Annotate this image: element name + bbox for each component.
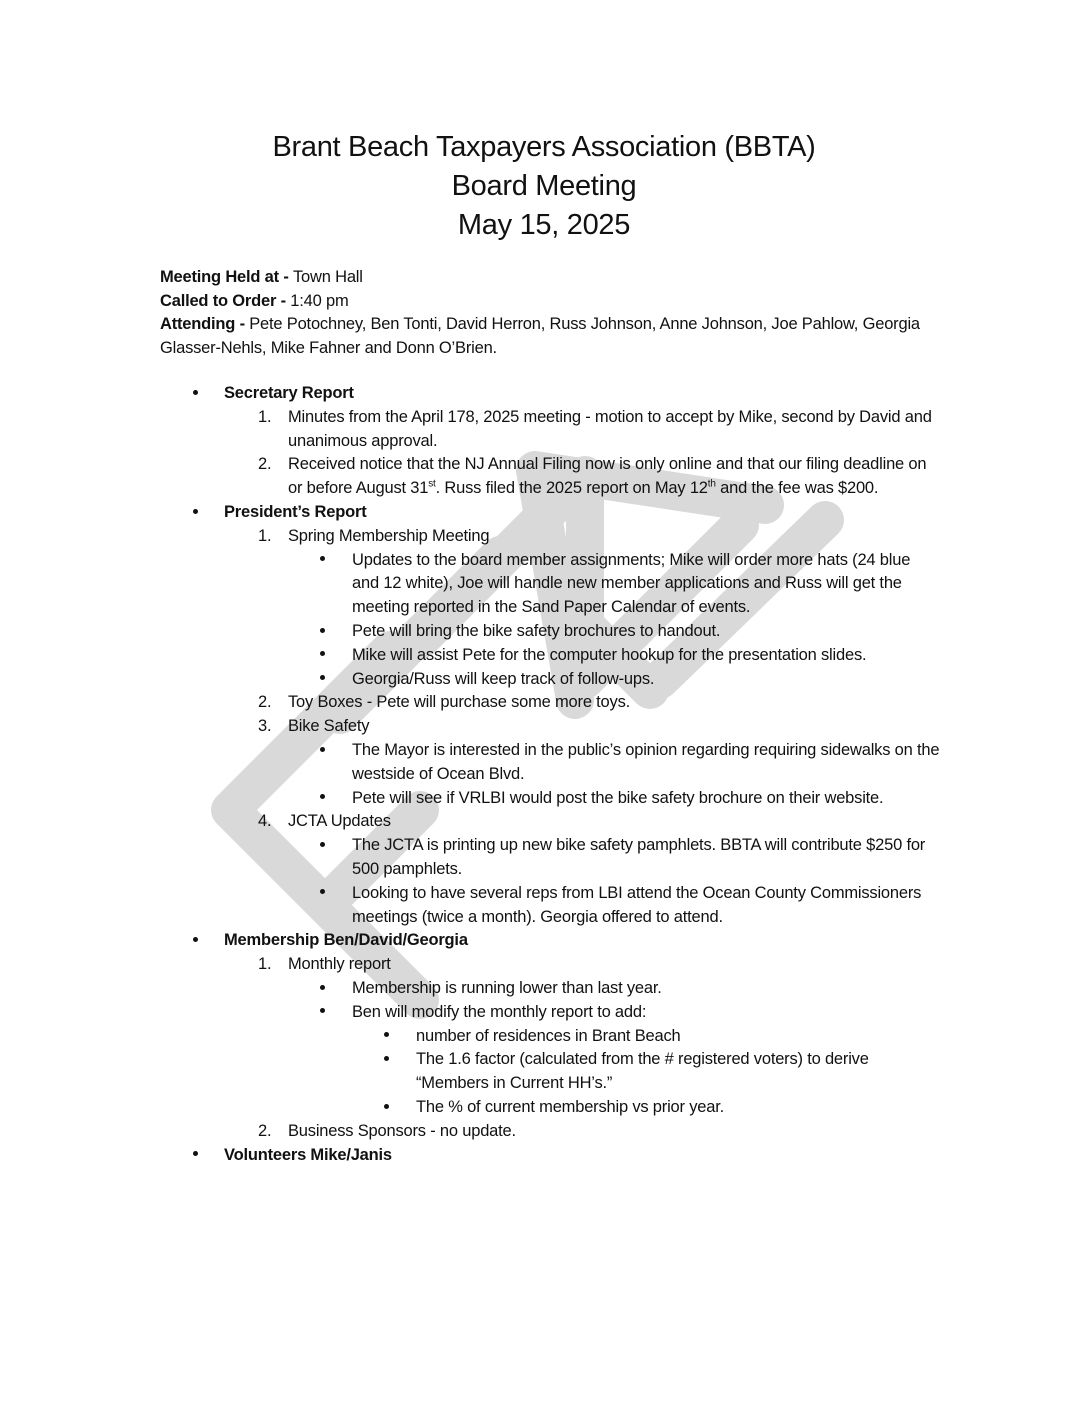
attendees <box>160 313 940 360</box>
item-text: Received notice that the NJ Annual Filing now is only online and that our filing deadline on or before August 31st. Russ filed the 2025 report on May 12th and the fee was $200. <box>288 455 927 498</box>
bullet-icon <box>384 1032 389 1037</box>
sub-list-item <box>160 834 940 882</box>
section-heading: President’s Report <box>224 502 367 521</box>
section-heading: Membership Ben/David/Georgia <box>224 931 468 950</box>
item-number: 4. <box>258 812 272 831</box>
bullet-icon <box>320 842 325 847</box>
called-to-order <box>160 290 940 314</box>
bullet-icon <box>193 509 198 514</box>
item-number: 2. <box>258 1121 272 1140</box>
called-to-order-label: Called to Order - <box>160 291 291 310</box>
list-item <box>160 953 940 977</box>
section-heading: Volunteers Mike/Janis <box>224 1145 392 1164</box>
list-item <box>160 715 940 739</box>
item-text: Minutes from the April 178, 2025 meeting - motion to accept by Mike, second by David and unanimous approval. <box>288 407 932 450</box>
bullet-icon <box>320 675 325 680</box>
meeting-location <box>160 266 940 290</box>
item-number: 1. <box>258 955 272 974</box>
bullet-icon <box>320 985 325 990</box>
item-text: Business Sponsors - no update. <box>288 1121 516 1140</box>
sub-list-item <box>160 668 940 692</box>
list-item <box>160 691 940 715</box>
bullet-icon <box>320 651 325 656</box>
section-presidents-report <box>160 501 940 525</box>
meeting-location-value: Town Hall <box>293 268 363 286</box>
bullet-icon <box>320 889 325 894</box>
sub-sub-list-item <box>160 1048 940 1096</box>
attendees-value: Pete Potochney, Ben Tonti, David Herron, Russ Johnson, Anne Johnson, Joe Pahlow, Georgia Glasser-Nehls, Mike Fahner and Donn O’Brien. <box>160 315 920 357</box>
section-heading: Secretary Report <box>224 384 354 402</box>
list-item <box>160 525 940 549</box>
attendees-label: Attending - <box>160 315 250 333</box>
bullet-icon <box>193 390 198 395</box>
item-text: JCTA Updates <box>288 812 391 831</box>
sub-sub-item-text: number of residences in Brant Beach <box>416 1026 681 1045</box>
sub-item-text: Mike will assist Pete for the computer hookup for the presentation slides. <box>352 645 867 664</box>
document-title <box>0 128 1088 245</box>
title-date: May 15, 2025 <box>457 209 631 241</box>
list-item <box>160 453 940 501</box>
item-text: Toy Boxes - Pete will purchase some more toys. <box>288 693 631 712</box>
sub-list-item <box>160 882 940 930</box>
section-secretary-report <box>160 382 940 406</box>
sub-list-item <box>160 977 940 1001</box>
sub-sub-item-text: The 1.6 factor (calculated from the # registered voters) to derive “Members in Current HH’s.” <box>416 1050 869 1093</box>
sub-sub-list-item <box>160 1025 940 1049</box>
item-number: 3. <box>258 717 272 736</box>
meeting-meta <box>160 266 940 360</box>
item-number: 2. <box>258 693 272 712</box>
bullet-icon <box>320 1008 325 1013</box>
item-text: Monthly report <box>288 955 391 974</box>
sub-list-item <box>160 644 940 668</box>
bullet-icon <box>320 794 325 799</box>
sub-item-text: Pete will bring the bike safety brochures to handout. <box>352 621 721 640</box>
item-text: Bike Safety <box>288 717 370 736</box>
sub-list-item <box>160 549 940 620</box>
item-number: 1. <box>258 526 272 545</box>
section-volunteers <box>160 1144 940 1168</box>
section-membership <box>160 929 940 953</box>
bullet-icon <box>193 1151 198 1156</box>
bullet-icon <box>193 937 198 942</box>
item-number: 1. <box>258 407 272 426</box>
sub-item-text: The Mayor is interested in the public’s opinion regarding requiring sidewalks on the westside of Ocean Blvd. <box>352 740 940 783</box>
minutes-outline <box>160 382 940 1167</box>
item-number: 2. <box>258 455 272 474</box>
sub-list-item <box>160 739 940 787</box>
sub-item-text: Ben will modify the monthly report to add: <box>352 1002 647 1021</box>
sub-list-item <box>160 787 940 811</box>
list-item <box>160 1120 940 1144</box>
sub-sub-item-text: The % of current membership vs prior year. <box>416 1097 724 1116</box>
sub-item-text: The JCTA is printing up new bike safety pamphlets. BBTA will contribute $250 for 500 pamphlets. <box>352 836 926 878</box>
sub-item-text: Georgia/Russ will keep track of follow-ups. <box>352 669 655 688</box>
bullet-icon <box>320 747 325 752</box>
item-text: Spring Membership Meeting <box>288 526 490 545</box>
called-to-order-value: 1:40 pm <box>290 291 349 310</box>
sub-list-item <box>160 1001 940 1025</box>
sub-sub-list-item <box>160 1096 940 1120</box>
sub-item-text: Updates to the board member assignments; Mike will order more hats (24 blue and 12 white), Joe will handle new member applications and Russ will get the meeting reported in the Sand Paper Calendar of events. <box>352 550 911 617</box>
bullet-icon <box>320 628 325 633</box>
sub-item-text: Looking to have several reps from LBI attend the Ocean County Commissioners meetings (twice a month). Georgia offered to attend. <box>352 883 922 926</box>
title-meeting-type: Board Meeting <box>451 170 637 202</box>
bullet-icon <box>384 1056 389 1061</box>
list-item <box>160 406 940 454</box>
list-item <box>160 810 940 834</box>
bullet-icon <box>320 556 325 561</box>
sub-list-item <box>160 620 940 644</box>
bullet-icon <box>384 1104 389 1109</box>
title-organization: Brant Beach Taxpayers Association (BBTA) <box>272 131 816 163</box>
sub-item-text: Pete will see if VRLBI would post the bike safety brochure on their website. <box>352 788 884 807</box>
sub-item-text: Membership is running lower than last year. <box>352 978 662 997</box>
meeting-location-label: Meeting Held at - <box>160 268 293 286</box>
